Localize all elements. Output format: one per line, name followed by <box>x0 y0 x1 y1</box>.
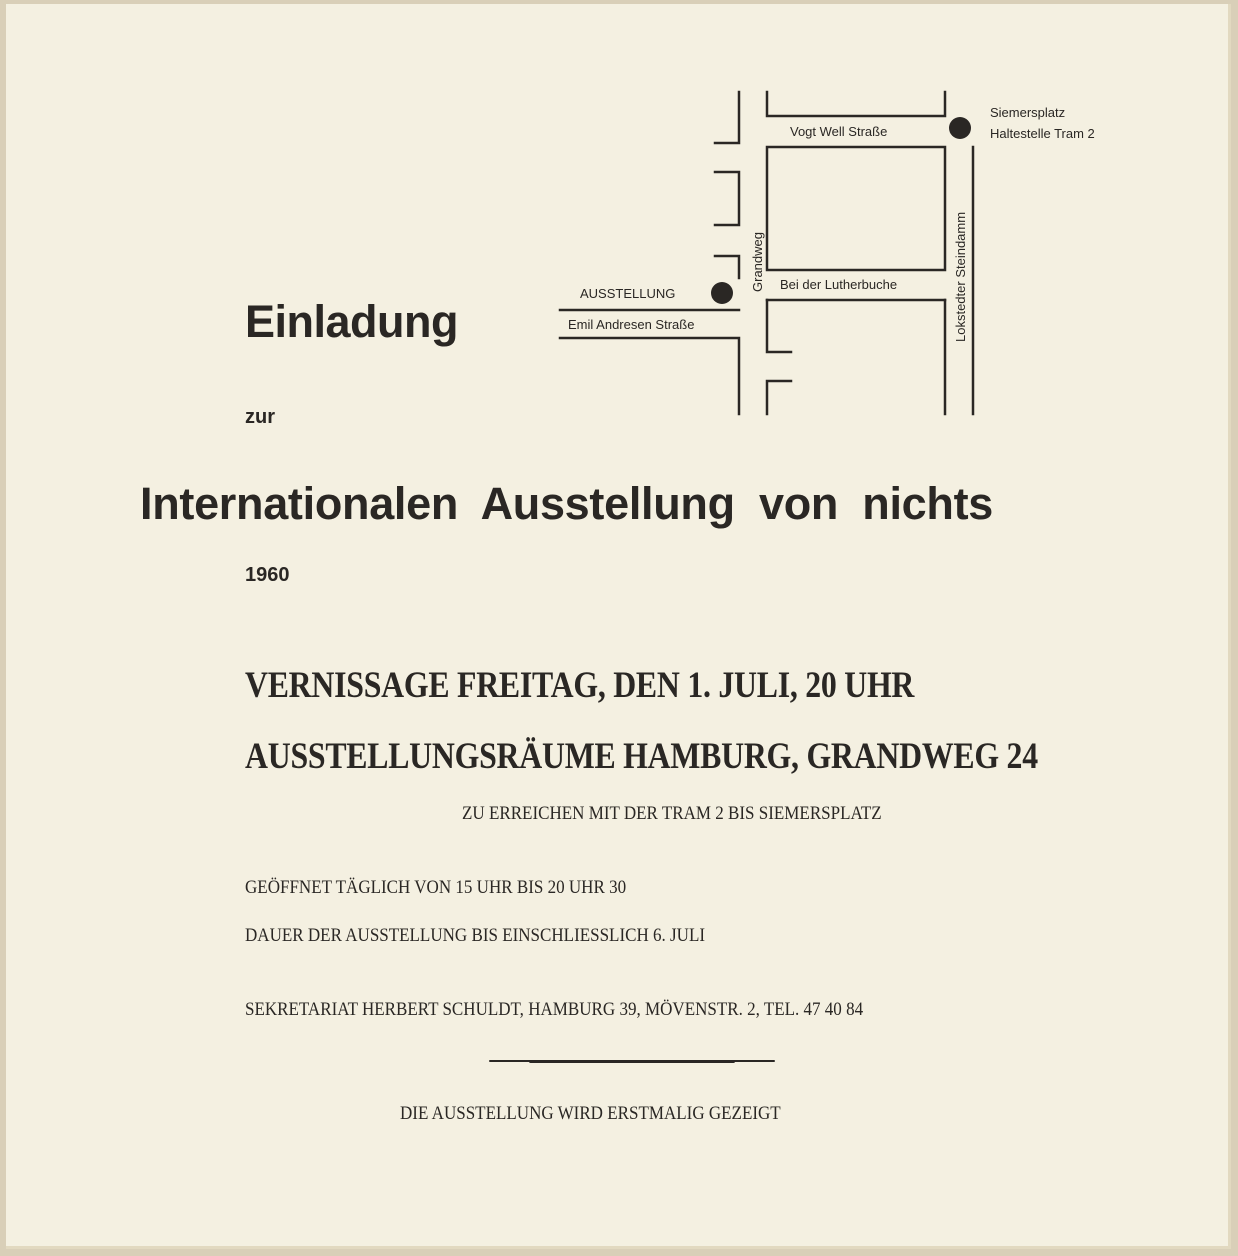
map-block <box>767 147 945 270</box>
vernissage-line: VERNISSAGE FREITAG, DEN 1. JULI, 20 UHR <box>245 665 915 706</box>
street-label-lokstedter-steindamm: Lokstedter Steindamm <box>953 211 968 342</box>
duration-line: DAUER DER AUSSTELLUNG BIS EINSCHLIESSLICH 6. JULI <box>245 926 706 946</box>
map-street-line <box>715 172 739 225</box>
map-street-line <box>767 300 791 352</box>
tram-stop-label-2: Haltestelle Tram 2 <box>990 126 1095 141</box>
invitation-zur: zur <box>245 406 275 428</box>
exhibition-year: 1960 <box>245 564 290 586</box>
exhibition-marker-label: AUSSTELLUNG <box>580 286 676 301</box>
map-street-line <box>715 92 739 143</box>
exhibition-marker-icon <box>711 282 733 304</box>
opening-hours-line: GEÖFFNET TÄGLICH VON 15 UHR BIS 20 UHR 30 <box>245 878 627 898</box>
tram-stop-marker-icon <box>949 117 971 139</box>
secretariat-line: SEKRETARIAT HERBERT SCHULDT, HAMBURG 39, MÖVENSTR. 2, TEL. 47 40 84 <box>245 1000 864 1020</box>
footer-note: DIE AUSSTELLUNG WIRD ERSTMALIG GEZEIGT <box>400 1104 781 1124</box>
map-street-line <box>560 338 739 414</box>
exhibition-headline: Internationalen Ausstellung von nichts <box>140 478 994 529</box>
map-street-line <box>715 256 739 278</box>
invitation-title: Einladung <box>245 296 458 347</box>
street-label-grandweg: Grandweg <box>750 232 765 292</box>
directions-line: ZU ERREICHEN MIT DER TRAM 2 BIS SIEMERSPLATZ <box>462 804 882 824</box>
tram-stop-label-1: Siemersplatz <box>990 105 1066 120</box>
map-street-line <box>767 92 945 116</box>
street-label-emil-andresen: Emil Andresen Straße <box>568 317 695 332</box>
divider-rule <box>489 1060 775 1062</box>
venue-line: AUSSTELLUNGSRÄUME HAMBURG, GRANDWEG 24 <box>245 736 1038 777</box>
street-label-vogt-well: Vogt Well Straße <box>790 124 888 139</box>
map-street-line <box>767 381 791 414</box>
street-label-bei-der-lutherbuche: Bei der Lutherbuche <box>780 277 898 292</box>
